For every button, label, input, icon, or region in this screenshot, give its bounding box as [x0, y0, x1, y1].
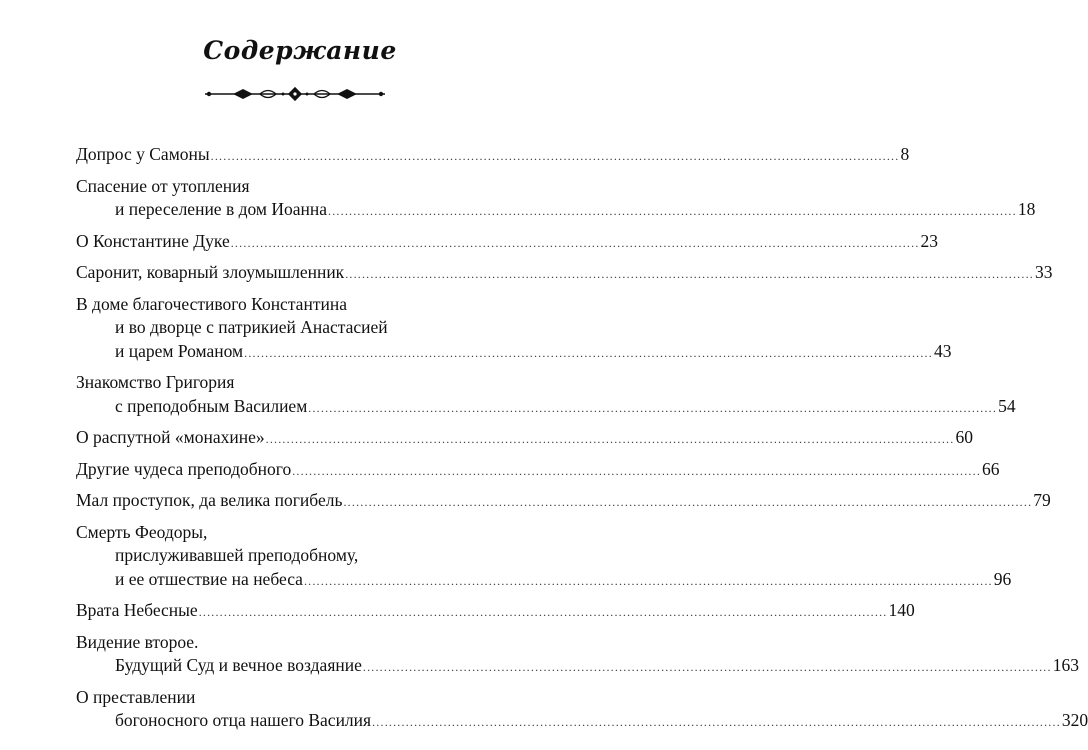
- toc-entry-title: Будущий Суд и вечное воздаяние: [115, 655, 362, 675]
- toc-entry: [76, 458, 1000, 484]
- toc-entry-final-line: [76, 599, 915, 625]
- page-number: 60: [955, 427, 973, 447]
- page-title: Содержание: [203, 36, 397, 65]
- toc-entry-final-line: [76, 261, 1053, 287]
- leader-dots: ....................................................................................................................................................................: [210, 149, 900, 163]
- toc-entry-final-line: [76, 230, 939, 256]
- toc-entry-line: Смерть Феодоры,: [76, 521, 208, 542]
- table-of-contents: [76, 143, 1088, 741]
- leader-dots: ....................................................................................................................................................................: [244, 345, 933, 360]
- toc-entry-title: и переселение в дом Иоанна: [115, 199, 328, 219]
- toc-entry-line: О преставлении: [76, 686, 196, 707]
- toc-entry-title: Мал проступок, да велика погибель: [76, 490, 343, 510]
- leader-dots: ....................................................................................................................................................................: [345, 267, 1034, 281]
- toc-entry: [76, 426, 973, 452]
- page-number: 96: [993, 568, 1012, 589]
- toc-entry: [76, 261, 1053, 287]
- leader-dots: ....................................................................................................................................................................: [343, 495, 1033, 509]
- toc-entry-final-line: [76, 654, 1079, 680]
- toc-entry-final-line: [76, 709, 1088, 735]
- page-number: 320: [1061, 710, 1088, 730]
- toc-entry: [76, 599, 915, 625]
- toc-entry: [76, 175, 1036, 224]
- toc-entry-title: О Константине Дуке: [76, 230, 230, 251]
- page-number: 18: [1017, 199, 1036, 219]
- page-number: 163: [1052, 655, 1079, 675]
- toc-entry-title: Другие чудеса преподобного: [76, 458, 292, 479]
- toc-entry-title: и ее отшествие на небеса: [115, 568, 303, 589]
- toc-entry: [76, 143, 910, 169]
- page-number: 79: [1033, 490, 1051, 510]
- page-number: 8: [900, 144, 910, 164]
- toc-entry-line: В доме благочестивого Константина: [76, 293, 347, 314]
- page-number: 43: [933, 340, 952, 361]
- leader-dots: ....................................................................................................................................................................: [308, 400, 998, 415]
- toc-entry-title: с преподобным Василием: [115, 395, 308, 416]
- page-number: 66: [982, 458, 1000, 479]
- toc-entry-final-line: [76, 426, 973, 452]
- leader-dots: ....................................................................................................................................................................: [303, 573, 993, 588]
- toc-entry: [76, 521, 1012, 594]
- toc-entry-title: Врата Небесные: [76, 600, 198, 620]
- page-number: 33: [1035, 262, 1053, 282]
- page-number: 54: [998, 395, 1016, 416]
- toc-entry: [76, 371, 1016, 420]
- leader-dots: ....................................................................................................................................................................: [372, 715, 1061, 729]
- toc-entry-final-line: [76, 340, 952, 366]
- toc-entry: [76, 230, 939, 256]
- leader-dots: ....................................................................................................................................................................: [328, 204, 1017, 218]
- toc-entry: [76, 631, 1079, 680]
- leader-dots: ....................................................................................................................................................................: [362, 660, 1052, 674]
- toc-entry-final-line: [76, 143, 910, 169]
- toc-entry-line: и во дворце с патрикией Анастасией: [115, 317, 388, 337]
- toc-entry: [76, 293, 952, 366]
- leader-dots: ....................................................................................................................................................................: [265, 432, 955, 446]
- toc-entry-line: прислуживавшей преподобному,: [115, 545, 359, 565]
- toc-entry-title: и царем Романом: [115, 340, 244, 361]
- toc-entry: [76, 686, 1088, 735]
- toc-entry-title: богоносного отца нашего Василия: [115, 710, 372, 730]
- toc-entry-final-line: [76, 458, 1000, 484]
- toc-entry-final-line: [76, 489, 1051, 515]
- toc-entry-line: Спасение от утопления: [76, 175, 250, 196]
- page-number: 140: [888, 600, 915, 620]
- leader-dots: ....................................................................................................................................................................: [230, 235, 920, 250]
- toc-entry-final-line: [76, 395, 1016, 421]
- page-number: 23: [920, 230, 939, 251]
- toc-entry-title: Саронит, коварный злоумышленник: [76, 262, 345, 282]
- toc-entry-line: Знакомство Григория: [76, 372, 235, 392]
- toc-entry-line: Видение второе.: [76, 631, 199, 652]
- toc-entry-final-line: [76, 198, 1036, 224]
- toc-entry: [76, 489, 1051, 515]
- decorative-ornament-icon: [205, 86, 385, 102]
- toc-entry-title: О распутной «монахине»: [76, 427, 265, 447]
- toc-entry-final-line: [76, 568, 1012, 594]
- leader-dots: ....................................................................................................................................................................: [198, 605, 888, 619]
- leader-dots: ....................................................................................................................................................................: [292, 463, 982, 478]
- toc-entry-title: Допрос у Самоны: [76, 144, 210, 164]
